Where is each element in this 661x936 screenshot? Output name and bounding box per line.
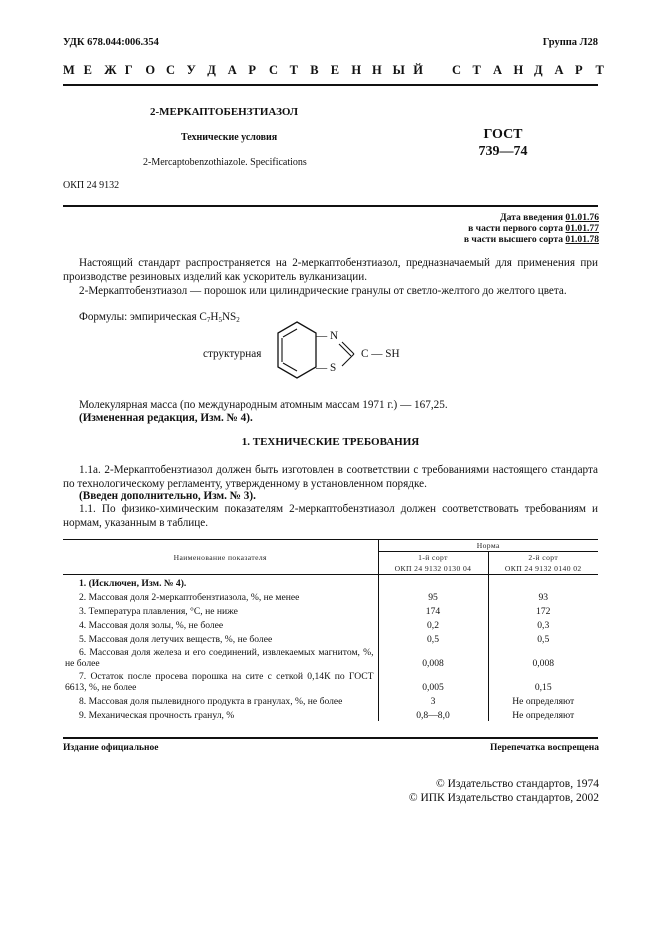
grade-1-label: 1-й сорт: [418, 553, 448, 562]
grade-2-value: 0,008: [532, 658, 555, 669]
product-title: 2-МЕРКАПТОБЕНЗТИАЗОЛ: [150, 106, 299, 118]
column-header-name: Наименование показателя: [63, 540, 378, 575]
table-header-row: [63, 540, 598, 552]
banner-letter: Р: [248, 63, 257, 77]
banner-letter: Н: [372, 63, 382, 77]
table-bottom-rule: [63, 737, 598, 739]
banner-letter: Ы: [392, 63, 405, 77]
grade-1-value: 0,5: [378, 631, 488, 645]
column-header-norm: Норма: [378, 540, 598, 552]
benzothiazole-structure-drawing: [262, 320, 362, 390]
banner-letter: С: [452, 63, 462, 77]
group-code: Группа Л28: [542, 37, 598, 48]
banner-letter: М: [63, 63, 75, 77]
grade-2-okp: ОКП 24 9132 0140 02: [504, 564, 582, 573]
molecular-mass: Молекулярная масса (по международным атомным массам 1971 г.) — 167,25.: [79, 399, 448, 411]
formula-sub: 7: [206, 316, 211, 324]
table-body: [63, 575, 598, 722]
gost-number: 739—74: [478, 144, 528, 159]
grade-2-value: 0,15: [534, 682, 552, 693]
english-title: 2-Mercaptobenzothiazole. Specifications: [143, 157, 307, 168]
description-paragraph: 2-Меркаптобензтиазол — порошок или цилиндрические гранулы от светло-желтого до желтого цвета.: [79, 285, 567, 297]
top-rule: [63, 84, 598, 86]
indicator-name: 3. Температура плавления, °С, не ниже: [63, 603, 378, 617]
copyright-1974: © Издательство стандартов, 1974: [435, 778, 599, 790]
formula-element: NS: [221, 311, 237, 323]
okp-code: ОКП 24 9132: [63, 180, 120, 191]
banner-letter: А: [554, 63, 564, 77]
banner-letter: О: [145, 63, 156, 77]
banner-letter: Н: [513, 63, 524, 77]
grade-1-value: 95: [378, 589, 488, 603]
grade-1-value: 3: [378, 693, 488, 707]
indicator-name: 5. Массовая доля летучих веществ, %, не более: [63, 631, 378, 645]
requirements-table: [63, 539, 598, 721]
grade-2-value: 0,5: [537, 634, 550, 645]
title-rule: [63, 205, 598, 207]
banner-letter: Т: [289, 63, 298, 77]
banner-letter: Г: [124, 63, 133, 77]
formula-prefix: Формулы: эмпирическая C: [79, 311, 207, 323]
grade-2-value: [488, 575, 598, 590]
grade-1-value: 174: [378, 603, 488, 617]
addition-note-3: (Введен дополнительно, Изм. № 3).: [79, 490, 256, 502]
table-row: [63, 631, 598, 645]
banner-letter: Т: [472, 63, 481, 77]
date-value: 01.01.76: [565, 212, 599, 223]
formula-sub: 2: [236, 316, 240, 324]
grade-2-value: 0,3: [537, 620, 550, 631]
grade-1-okp: ОКП 24 9132 0130 04: [394, 564, 472, 573]
banner-letter: Й: [413, 63, 423, 77]
grade-2-value: Не определяют: [512, 696, 575, 707]
grade-2-header: [488, 552, 598, 575]
table-row: [63, 669, 598, 693]
formula-element: H: [210, 311, 219, 323]
scope-paragraph: Настоящий стандарт распространяется на 2-меркаптобензтиазол, предназначаемый для применения при производстве резиновых изделий как ускоритель вулканизации.: [63, 257, 598, 283]
date-row: [464, 234, 599, 245]
indicator-name: 2. Массовая доля 2-меркаптобензтиазола, %, не менее: [63, 589, 378, 603]
banner-letter: Р: [575, 63, 583, 77]
clause-1-1a: 1.1a. 2-Меркаптобензтиазол должен быть изготовлен в соответствии с требованиями настоящего стандарта по технологическому регламенту, утвержденному в установленном порядке.: [63, 464, 598, 490]
udk-code: УДК 678.044:006.354: [63, 37, 159, 48]
banner-letter: С: [269, 63, 279, 77]
grade-1-value: 0,2: [378, 617, 488, 631]
empirical-formula: [79, 310, 240, 327]
banner-letter: Т: [595, 63, 604, 77]
date-value: 01.01.77: [565, 223, 599, 234]
table-row: [63, 693, 598, 707]
formula-sub: 5: [218, 316, 222, 324]
indicator-name: 1. (Исключен, Изм. № 4).: [63, 575, 378, 590]
copyright-2002: © ИПК Издательство стандартов, 2002: [408, 792, 599, 804]
thiol-group: C — SH: [361, 348, 400, 360]
sulfur-bond: — S: [316, 362, 337, 374]
date-value: 01.01.78: [565, 234, 599, 245]
banner-letter: Е: [330, 63, 340, 77]
indicator-name: 6. Массовая доля железа и его соединений, извлекаемых магнитом, %, не более: [63, 645, 378, 669]
table-row: [63, 603, 598, 617]
table-row: [63, 617, 598, 631]
grade-1-value: [378, 575, 488, 590]
banner-letter: С: [166, 63, 176, 77]
clause-1-1: 1.1. По физико-химическим показателям 2-меркаптобензтиазол должен соответствовать требованиям и нормам, указанным в таблице.: [63, 503, 598, 529]
effective-dates: [464, 212, 599, 245]
banner-letter: Д: [534, 63, 543, 77]
document-subtitle: Технические условия: [181, 132, 278, 143]
indicator-name: 8. Массовая доля пылевидного продукта в гранулах, %, не более: [63, 693, 378, 707]
banner-letter: А: [493, 63, 503, 77]
table-row: [63, 707, 598, 721]
reprint-prohibited: Перепечатка воспрещена: [489, 743, 599, 753]
date-label: в части первого сорта: [468, 223, 564, 234]
banner-letter: А: [227, 63, 237, 77]
table-row: [63, 645, 598, 669]
banner-letter: Д: [207, 63, 216, 77]
grade-1-value: 0,005: [378, 669, 488, 693]
indicator-name: 4. Массовая доля золы, %, не более: [63, 617, 378, 631]
grade-1-value: 0,8—8,0: [378, 707, 488, 721]
banner-letter: В: [310, 63, 319, 77]
date-label: в части высшего сорта: [463, 234, 564, 245]
banner-letter: Ж: [104, 63, 117, 77]
official-edition: Издание официальное: [63, 743, 159, 753]
interstate-standard-banner: [63, 63, 604, 79]
section-heading: 1. ТЕХНИЧЕСКИЕ ТРЕБОВАНИЯ: [241, 436, 420, 448]
indicator-name: 7. Остаток после просева порошка на сите с сеткой 0,14К по ГОСТ 6613, %, не более: [63, 669, 378, 693]
indicator-name: 9. Механическая прочность гранул, %: [63, 707, 378, 721]
grade-1-header: [378, 552, 488, 575]
date-row: [464, 223, 599, 234]
gost-label: ГОСТ: [483, 127, 523, 142]
banner-letter: Н: [351, 63, 362, 77]
nitrogen-bond: — N: [316, 330, 339, 342]
structural-label: структурная: [203, 348, 262, 360]
amendment-note-4: (Измененная редакция, Изм. № 4).: [79, 412, 253, 424]
table-row: [63, 575, 598, 590]
grade-1-value: 0,008: [378, 645, 488, 669]
banner-letter: Е: [83, 63, 92, 77]
grade-2-value: 93: [538, 592, 549, 603]
banner-letter: У: [186, 63, 196, 77]
date-row: [464, 212, 599, 223]
grade-2-value: 172: [536, 606, 551, 617]
date-label: Дата введения: [499, 212, 564, 223]
table-row: [63, 589, 598, 603]
grade-2-label: 2-й сорт: [528, 553, 559, 562]
grade-2-value: Не определяют: [512, 710, 575, 721]
